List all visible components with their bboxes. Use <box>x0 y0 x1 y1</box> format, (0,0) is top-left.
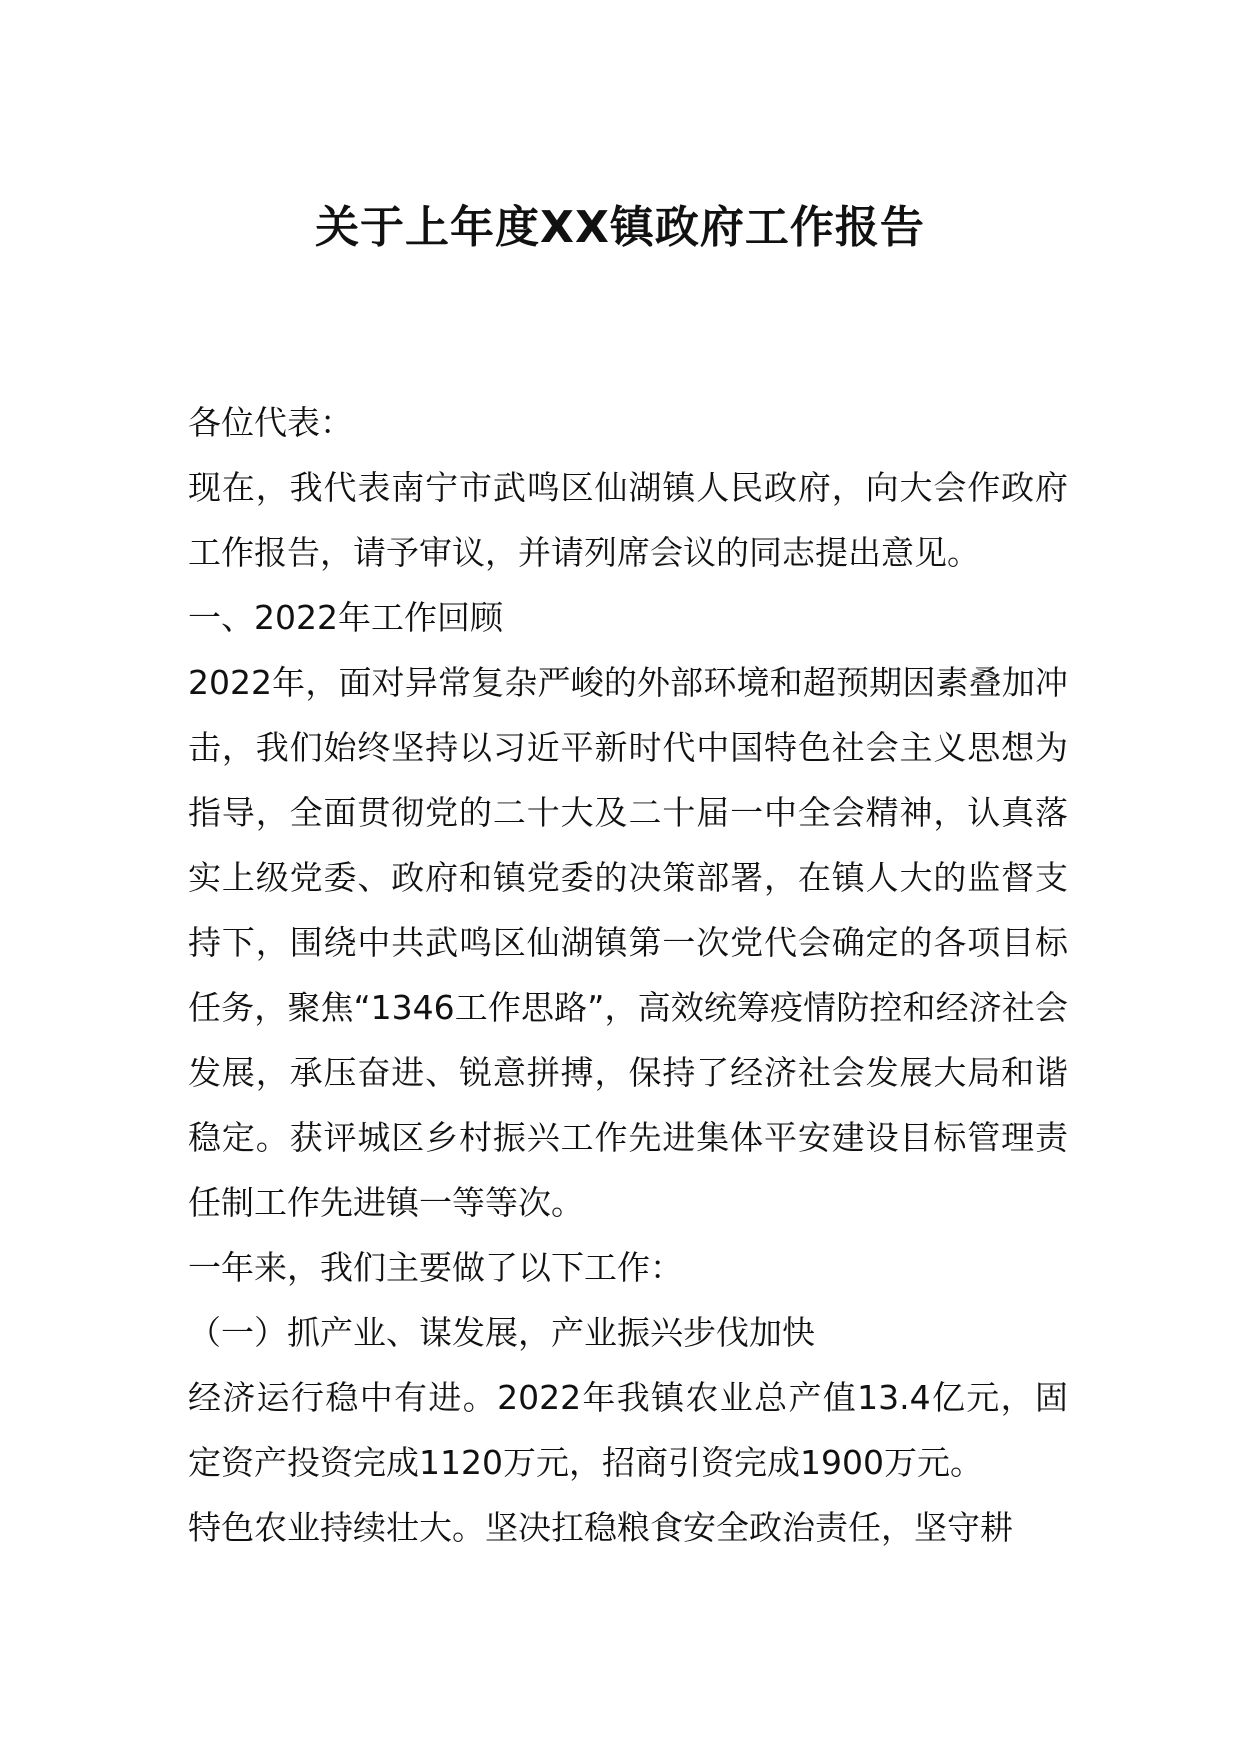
paragraph-work-summary: 一年来，我们主要做了以下工作： <box>188 1248 683 1287</box>
paragraph-salutation: 各位代表： <box>188 403 353 442</box>
document-body <box>188 390 1068 1560</box>
document-title: 关于上年度XX镇政府工作报告 <box>315 202 925 253</box>
paragraph-intro: 现在，我代表南宁市武鸣区仙湖镇人民政府，向大会作政府工作报告，请予审议，并请列席会议的同志提出意见。 <box>188 468 1068 572</box>
paragraph-economy: 经济运行稳中有进。2022年我镇农业总产值13.4亿元，固定资产投资完成1120万元，招商引资完成1900万元。 <box>188 1378 1068 1482</box>
paragraph-overview: 2022年，面对异常复杂严峻的外部环境和超预期因素叠加冲击，我们始终坚持以习近平新时代中国特色社会主义思想为指导，全面贯彻党的二十大及二十届一中全会精神，认真落实上级党委、政府和镇党委的决策部署，在镇人大的监督支持下，围绕中共武鸣区仙湖镇第一次党代会确定的各项目标任务，聚焦“1346工作思路”，高效统筹疫情防控和经济社会发展，承压奋进、锐意拼搏，保持了经济社会发展大局和谐稳定。获评城区乡村振兴工作先进集体平安建设目标管理责任制工作先进镇一等等次。 <box>188 663 1068 1222</box>
paragraph-agriculture: 特色农业持续壮大。坚决扛稳粮食安全政治责任，坚守耕 <box>188 1508 1013 1547</box>
subsection-heading-industry: （一）抓产业、谋发展，产业振兴步伐加快 <box>188 1313 815 1352</box>
section-heading-review: 一、2022年工作回顾 <box>188 598 503 637</box>
